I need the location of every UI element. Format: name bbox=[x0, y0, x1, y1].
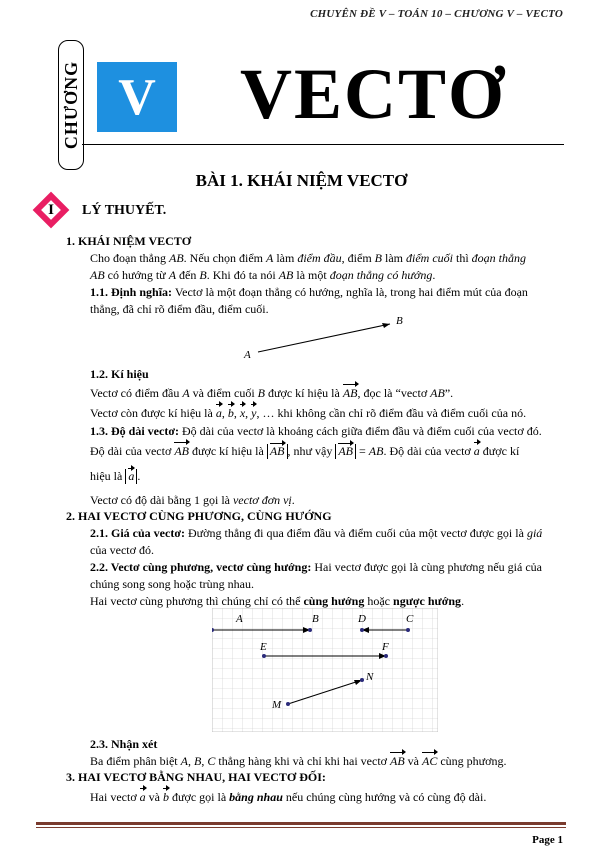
fig-label-a: A bbox=[244, 349, 251, 361]
notation-line-1: Vectơ có điểm đầu A và điểm cuối B được kí hiệu là AB, đọc là “vectơ AB”. bbox=[90, 386, 454, 400]
grid-label-d: D bbox=[358, 613, 366, 625]
chapter-label: CHƯƠNG bbox=[61, 60, 81, 150]
grid-label-b: B bbox=[312, 613, 319, 625]
grid-label-m: M bbox=[272, 699, 282, 711]
section-roman: I bbox=[48, 202, 54, 218]
s3-title: 3. HAI VECTƠ BẰNG NHAU, HAI VECTƠ ĐỐI: bbox=[66, 770, 326, 784]
notation-line-2: Vectơ còn được kí hiệu là a, b, x, y, … khi không cần chỉ rõ điểm đầu và điểm cuối của nó. bbox=[90, 406, 527, 420]
collinear-definition: 2.2. Vectơ cùng phương, vectơ cùng hướng: Hai vectơ được gọi là cùng phương nếu giá của chúng song song hoặc trùng nhau. bbox=[90, 560, 542, 591]
lesson-title: BÀI 1. KHÁI NIỆM VECTƠ bbox=[195, 171, 408, 190]
title-rule bbox=[82, 144, 564, 145]
grid-label-a: A bbox=[236, 613, 243, 625]
s1-title: 1. KHÁI NIỆM VECTƠ bbox=[66, 234, 192, 248]
direction-note: Hai vectơ cùng phương thì chúng chỉ có thể cùng hướng hoặc ngược hướng. bbox=[90, 594, 465, 608]
equal-vectors-definition: Hai vectơ a và b được gọi là bằng nhau nếu chúng cùng hướng và có cùng độ dài. bbox=[90, 790, 487, 804]
chapter-label-box bbox=[58, 40, 84, 170]
footer-rule bbox=[36, 822, 566, 825]
s2-title: 2. HAI VECTƠ CÙNG PHƯƠNG, CÙNG HƯỚNG bbox=[66, 509, 332, 523]
s1-paragraph: Cho đoạn thẳng AB. Nếu chọn điểm A làm điểm đầu, điểm B làm điểm cuối thì đoạn thẳng bbox=[90, 251, 527, 265]
fig-label-b: B bbox=[396, 315, 403, 327]
chapter-title: VECTƠ bbox=[240, 54, 507, 134]
vectors-grid-figure bbox=[212, 608, 438, 732]
section-diamond-icon bbox=[38, 197, 66, 225]
vector-ab-figure bbox=[240, 312, 420, 362]
footer-rule-thin bbox=[36, 827, 566, 828]
grid-label-n: N bbox=[366, 671, 374, 683]
grid-label-c: C bbox=[406, 613, 414, 625]
chapter-number: V bbox=[97, 62, 177, 132]
vector-ab-line bbox=[258, 324, 390, 352]
page-header: CHUYÊN ĐỀ V – TOÁN 10 – CHƯƠNG V – VECTO bbox=[310, 8, 563, 20]
page-number: Page 1 bbox=[532, 834, 563, 846]
support-line-definition: 2.1. Giá của vectơ: Đường thẳng đi qua điểm đầu và điểm cuối của một vectơ được gọi là giá của vectơ đó. bbox=[90, 526, 543, 557]
remark-text: Ba điểm phân biệt A, B, C thẳng hàng khi và chỉ khi hai vectơ AB và AC cùng phương. bbox=[90, 754, 507, 768]
grid-label-e: E bbox=[260, 641, 267, 653]
unit-vector: Vectơ có độ dài bằng 1 gọi là vectơ đơn vị. bbox=[90, 493, 295, 507]
definition: 1.1. Định nghĩa: Vectơ là một đoạn thẳng có hướng, nghĩa là, trong hai điểm mút của đoạn thẳng, đã chỉ rõ điểm đầu, điểm cuối. bbox=[90, 285, 528, 316]
length-line-2: Độ dài của vectơ AB được kí hiệu là AB , như vậy AB = AB. Độ dài của vectơ a được kí bbox=[90, 444, 520, 458]
grid-label-f: F bbox=[382, 641, 389, 653]
remark-title: 2.3. Nhận xét bbox=[90, 737, 158, 751]
length-definition: 1.3. Độ dài vectơ: Độ dài của vectơ là khoảng cách giữa điểm đầu và điểm cuối của vectơ đó. bbox=[90, 424, 542, 438]
notation-title: 1.2. Kí hiệu bbox=[90, 367, 149, 381]
section-title: LÝ THUYẾT. bbox=[82, 203, 167, 218]
length-line-3: hiệu là a . bbox=[90, 469, 141, 483]
s1-paragraph-2: AB có hướng từ A đến B. Khi đó ta nói AB là một đoạn thẳng có hướng. bbox=[90, 268, 436, 282]
